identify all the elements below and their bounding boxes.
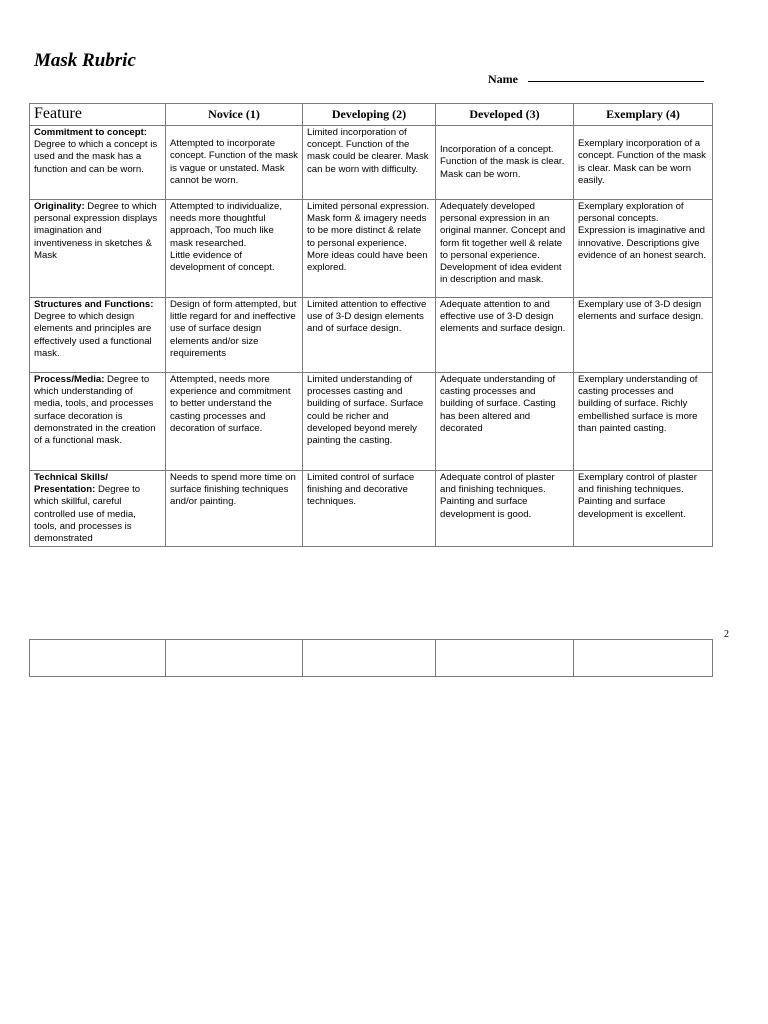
developing-cell: Limited control of surface finishing and decorative techniques. [303, 471, 436, 547]
header-feature: Feature [30, 104, 166, 126]
table-row [30, 126, 713, 200]
feature-term: Structures and Functions: [34, 299, 154, 310]
developed-cell: Adequate control of plaster and finishing techniques. Painting and surface development is good. [436, 471, 574, 547]
developed-cell: Adequately developed personal expression in an original manner. Concept and form fit together well & relate to personal experience. Development of idea evident in description and mask. [436, 200, 574, 298]
novice-cell: Attempted to incorporate concept. Function of the mask is vague or unstated. Mask cannot be worn. [166, 126, 303, 200]
novice-cell: Attempted, needs more experience and commitment to better understand the casting processes and decoration of surface. [166, 373, 303, 471]
novice-cell: Needs to spend more time on surface finishing techniques and/or painting. [166, 471, 303, 547]
blank-cell [166, 640, 303, 677]
name-field [488, 72, 704, 88]
feature-description: Degree to which skillful, careful controlled use of media, tools, and processes is demonstrated [34, 484, 141, 545]
feature-description: Degree to which design elements and principles are effectively used a functional mask. [34, 311, 152, 359]
header-developing: Developing (2) [303, 104, 436, 126]
feature-cell [30, 471, 166, 547]
developed-cell: Adequate attention to and effective use of 3-D design elements and surface design. [436, 298, 574, 373]
table-row [30, 373, 713, 471]
rubric-table [29, 103, 713, 547]
feature-term: Commitment to concept: [34, 127, 147, 138]
name-label: Name [488, 72, 518, 86]
blank-cell [303, 640, 436, 677]
feature-term: Originality: [34, 201, 85, 212]
table-row [30, 471, 713, 547]
developing-cell: Limited understanding of processes casting and building of surface. Surface could be richer and developed beyond merely painting the casting. [303, 373, 436, 471]
feature-term: Process/Media: [34, 374, 105, 385]
feature-cell [30, 373, 166, 471]
exemplary-cell: Exemplary understanding of casting processes and building of surface. Richly embellished surface is more than painted casting. [574, 373, 713, 471]
header-developed: Developed (3) [436, 104, 574, 126]
feature-description: Degree to which understanding of media, tools, and processes surface decoration is demonstrated in the creation of a functional mask. [34, 374, 156, 447]
blank-row [30, 640, 713, 677]
developing-cell: Limited attention to effective use of 3-D design elements and of surface design. [303, 298, 436, 373]
blank-cell [30, 640, 166, 677]
blank-cell [436, 640, 574, 677]
exemplary-cell: Exemplary exploration of personal concepts. Expression is imaginative and innovative. Descriptions give evidence of an honest search. [574, 200, 713, 298]
table-row [30, 200, 713, 298]
feature-term: Technical Skills/ Presentation: [34, 472, 108, 496]
name-underline [528, 81, 704, 82]
developing-cell: Limited incorporation of concept. Function of the mask could be clearer. Mask can be worn with difficulty. [303, 126, 436, 200]
exemplary-cell: Exemplary incorporation of a concept. Function of the mask is clear. Mask can be worn easily. [574, 126, 713, 200]
blank-score-table [29, 639, 713, 677]
feature-cell [30, 126, 166, 200]
page-number: 2 [724, 629, 729, 640]
blank-cell [574, 640, 713, 677]
feature-description: Degree to which personal expression displays imagination and inventiveness in sketches & Mask [34, 201, 158, 261]
exemplary-cell: Exemplary use of 3-D design elements and surface design. [574, 298, 713, 373]
header-row [30, 104, 713, 126]
exemplary-cell: Exemplary control of plaster and finishing techniques. Painting and surface development is excellent. [574, 471, 713, 547]
developed-cell: Incorporation of a concept. Function of the mask is clear. Mask can be worn. [436, 126, 574, 200]
novice-cell: Attempted to individualize, needs more thoughtful approach, Too much like mask researched. Little evidence of development of concept. [166, 200, 303, 298]
table-row [30, 298, 713, 373]
novice-cell: Design of form attempted, but little regard for and ineffective use of surface design elements and/or size requirements [166, 298, 303, 373]
developed-cell: Adequate understanding of casting processes and building of surface. Casting has been altered and decorated [436, 373, 574, 471]
feature-description: Degree to which a concept is used and the mask has a function and can be worn. [34, 139, 158, 175]
header-exemplary: Exemplary (4) [574, 104, 713, 126]
feature-cell [30, 298, 166, 373]
header-novice: Novice (1) [166, 104, 303, 126]
developing-cell: Limited personal expression. Mask form & imagery needs to be more distinct & relate to personal experience. More ideas could have been explored. [303, 200, 436, 298]
page-title: Mask Rubric [34, 50, 136, 71]
feature-cell [30, 200, 166, 298]
